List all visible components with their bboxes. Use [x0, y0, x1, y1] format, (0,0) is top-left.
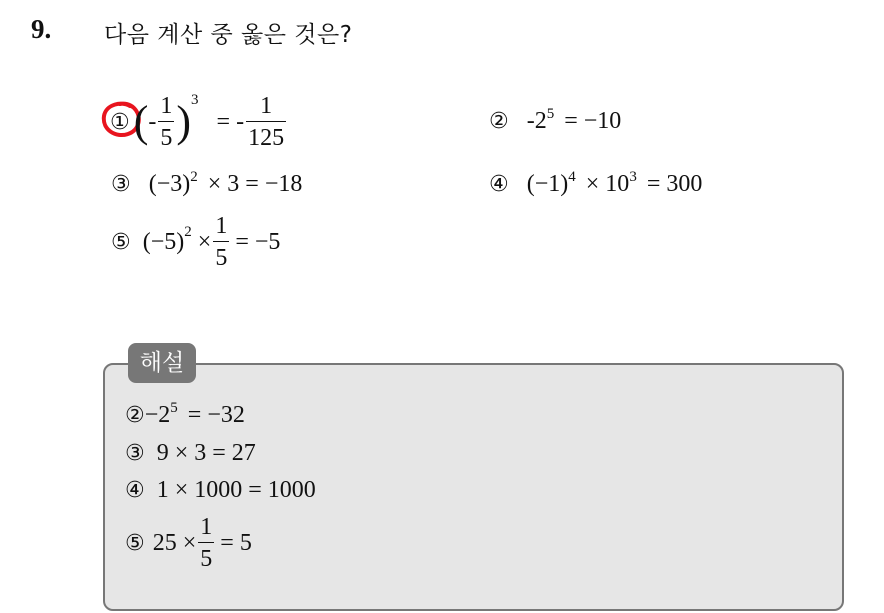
solution-line-5	[125, 515, 252, 571]
solution-line-2-exponent: 5	[170, 400, 178, 416]
choice-3-rest: × 3 = −18	[207, 171, 303, 197]
choice-5-fraction	[213, 214, 229, 270]
choice-3-base: (−3)	[148, 171, 191, 197]
choice-2-marker: ②	[489, 109, 509, 134]
solution-line-2-rest: = −32	[187, 402, 245, 428]
solution-line-3-text: 9 × 3 = 27	[156, 440, 256, 466]
solution-line-4-marker: ④	[125, 478, 145, 503]
fraction-denominator: 5	[213, 241, 229, 270]
choice-2-rest: = −10	[564, 108, 622, 134]
choice-1-rhs-fraction	[246, 94, 286, 150]
choice-4[interactable]	[489, 171, 702, 198]
choice-4-exponent-2: 3	[629, 169, 637, 185]
fraction-denominator: 125	[246, 121, 286, 150]
choice-5-base: (−5)	[142, 228, 185, 255]
solution-line-5-rest: = 5	[220, 529, 252, 556]
fraction-numerator: 1	[215, 213, 228, 239]
solution-line-5-fraction	[198, 515, 214, 571]
choice-2[interactable]	[489, 108, 621, 135]
fraction-numerator: 1	[160, 93, 173, 119]
fraction-numerator: 1	[260, 93, 273, 119]
choice-1[interactable]	[110, 91, 288, 151]
choice-1-fraction	[158, 94, 174, 150]
choice-4-mid: × 10	[585, 171, 630, 197]
choice-4-rest: = 300	[646, 171, 703, 197]
choice-4-exponent: 4	[568, 169, 576, 185]
solution-line-4	[125, 477, 316, 504]
choice-5-exponent: 2	[184, 223, 192, 240]
right-paren: )	[176, 97, 192, 146]
choice-5[interactable]	[111, 214, 280, 270]
solution-line-2-base: −2	[144, 402, 171, 428]
choice-4-marker: ④	[489, 172, 509, 197]
choice-5-times: ×	[197, 228, 212, 255]
solution-line-4-text: 1 × 1000 = 1000	[156, 477, 316, 503]
solution-line-3	[125, 440, 256, 467]
choice-3[interactable]	[111, 171, 302, 198]
choice-2-exponent: 5	[546, 106, 555, 122]
question-text: 다음 계산 중 옳은 것은?	[104, 22, 353, 48]
question-number: 9.	[31, 14, 52, 44]
choice-1-exponent: 3	[191, 91, 199, 108]
solution-line-5-pre: 25 ×	[152, 529, 197, 556]
choice-3-marker: ③	[111, 172, 131, 197]
solution-line-2	[125, 402, 245, 429]
fraction-numerator: 1	[200, 514, 213, 540]
solution-line-3-marker: ③	[125, 441, 145, 466]
solution-line-5-marker: ⑤	[125, 530, 145, 556]
solution-line-2-marker: ②	[125, 403, 145, 428]
choice-3-exponent: 2	[190, 169, 198, 185]
choice-5-marker: ⑤	[111, 229, 131, 255]
choice-2-base: -2	[526, 108, 547, 134]
choice-4-base: (−1)	[526, 171, 569, 197]
choice-1-marker: ①	[110, 109, 130, 135]
choice-1-rhs-eq: = -	[216, 108, 245, 135]
choice-1-minus: -	[148, 108, 157, 135]
fraction-denominator: 5	[198, 542, 214, 571]
choice-5-rest: = −5	[235, 228, 281, 255]
left-paren: (	[133, 97, 149, 146]
solution-label: 해설	[128, 343, 196, 383]
fraction-denominator: 5	[158, 121, 174, 150]
